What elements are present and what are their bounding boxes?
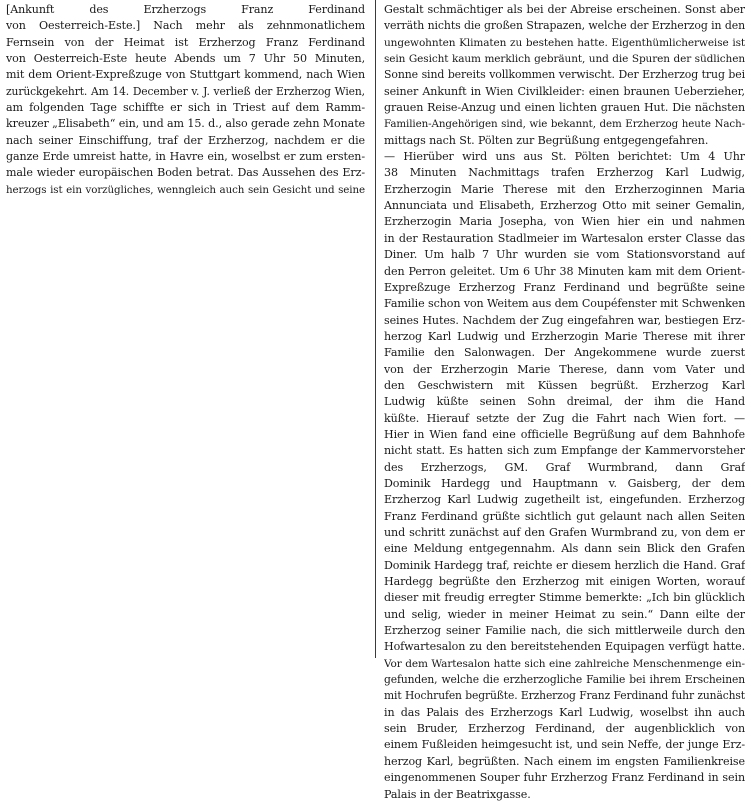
- article-text-line: herzogs ist ein vorzügliches, wenngleich auch sein Gesicht und seine: [6, 183, 365, 196]
- article-text-line: eine Meldung entgegennahm. Als dann sein Blick den Grafen: [384, 542, 745, 556]
- article-text-line: einem Fußleiden heimgesucht ist, und sein Neffe, der junge Erz-: [384, 738, 745, 752]
- article-text-line: Dominik Hardegg und Hauptmann v. Gaisberg, der dem: [384, 476, 745, 490]
- article-text-line: von Oesterreich-Este heute Abends um 7 Uhr 50 Minuten,: [6, 52, 365, 66]
- article-text-line: dieser mit freudig erregter Stimme bemerkte: „Ich bin glücklich: [384, 591, 745, 605]
- article-text-line: und schritt zunächst auf den Grafen Wurmbrand zu, von dem er: [384, 526, 745, 539]
- article-text-line: von der Erzherzogin Marie Therese, dann vom Vater und: [384, 362, 745, 376]
- article-text-line: küßte. Hierauf setzte der Zug die Fahrt nach Wien fort. —: [384, 411, 745, 425]
- article-text-line: von Oesterreich-Este.] Nach mehr als zehnmonatlichem: [6, 19, 365, 33]
- article-text-line: Diner. Um halb 7 Uhr wurden sie vom Stationsvorstand auf: [384, 248, 745, 262]
- article-text-line: mit Hochrufen begrüßte. Erzherzog Franz Ferdinand fuhr zunächst: [384, 689, 745, 703]
- article-text-line: herzog Karl, begrüßten. Nach einem im engsten Familienkreise: [384, 754, 745, 768]
- article-text-line: [Ankunft des Erzherzogs Franz Ferdinand: [6, 3, 365, 16]
- article-text-line: Sonne sind bereits vollkommen verwischt. Der Erzherzog trug bei: [384, 68, 745, 82]
- article-text-line: Hardegg begrüßte den Erzherzog mit einigen Worten, worauf: [384, 575, 745, 589]
- article-text-line: in der Restauration Stadlmeier im Wartesalon erster Classe das: [384, 231, 745, 245]
- article-text-line: ungewohnten Klimaten zu bestehen hatte. Eigenthümlicherweise ist: [384, 36, 745, 49]
- article-text-line: Fernsein von der Heimat ist Erzherzog Franz Ferdinand: [6, 35, 365, 49]
- article-text-line: am folgenden Tage schiffte er sich in Triest auf dem Ramm-: [6, 101, 365, 115]
- article-text-line: Hofwartesalon zu den bereitstehenden Equipagen verfügt hatte.: [384, 640, 745, 654]
- article-text-line: gefunden, welche die erzherzogliche Familie bei ihrem Erscheinen: [384, 673, 745, 687]
- article-text-line: verräth nichts die großen Strapazen, welche der Erzherzog in den: [384, 19, 745, 33]
- article-text-line: zurückgekehrt. Am 14. December v. J. verließ der Erzherzog Wien,: [6, 84, 365, 98]
- article-text-line: des Erzherzogs, GM. Graf Wurmbrand, dann Graf: [384, 460, 745, 474]
- article-text-line: grauen Reise-Anzug und einen lichten grauen Hut. Die nächsten: [384, 101, 745, 115]
- article-text-line: Gestalt schmächtiger als bei der Abreise erscheinen. Sonst aber: [384, 3, 745, 16]
- article-text-line: seines Hutes. Nachdem der Zug eingefahren war, bestiegen Erz-: [384, 313, 745, 327]
- article-text-line: Familie schon von Weitem aus dem Coupéfenster mit Schwenken: [384, 297, 745, 311]
- article-text-line: Erzherzogin Maria Josepha, von Wien hier ein und nahmen: [384, 215, 745, 229]
- article-text-line: nach seiner Einschiffung, traf der Erzherzog, nachdem er die: [6, 133, 365, 147]
- article-text-line: kreuzer „Elisabeth“ ein, und am 15. d., also gerade zehn Monate: [6, 117, 365, 131]
- article-text-line: Palais in der Beatrixgasse.: [384, 787, 531, 801]
- article-text-line: eingenommenen Souper fuhr Erzherzog Franz Ferdinand in sein: [384, 771, 745, 785]
- article-text-line: 38 Minuten Nachmittags trafen Erzherzog Karl Ludwig,: [384, 166, 745, 180]
- article-text-line: Dominik Hardegg traf, reichte er diesem herzlich die Hand. Graf: [384, 558, 745, 572]
- article-text-line: und selig, wieder in meiner Heimat zu sein.“ Dann eilte der: [384, 607, 745, 621]
- article-text-line: mit dem Orient-Expreßzuge von Stuttgart kommend, nach Wien: [6, 68, 365, 82]
- article-text-line: mittags nach St. Pölten zur Begrüßung entgegengefahren.: [384, 133, 709, 147]
- article-text-line: Erzherzog seiner Familie nach, die sich mittlerweile durch den: [384, 624, 745, 638]
- article-text-line: den Perron geleitet. Um 6 Uhr 38 Minuten kam mit dem Orient-: [384, 264, 745, 278]
- article-text-line: herzog Karl Ludwig und Erzherzogin Marie Therese mit ihrer: [384, 329, 745, 343]
- article-text-line: sein Bruder, Erzherzog Ferdinand, der augenblicklich von: [384, 722, 745, 736]
- article-text-line: Expreßzuge Erzherzog Franz Ferdinand und begrüßte seine: [384, 280, 745, 294]
- article-text-line: Vor dem Wartesalon hatte sich eine zahlreiche Menschenmenge ein-: [384, 657, 745, 670]
- article-text-line: ganze Erde umreist hatte, in Havre ein, woselbst er zum ersten-: [6, 150, 365, 164]
- article-text-line: seiner Ankunft in Wien Civilkleider: einen braunen Ueberzieher,: [384, 84, 745, 98]
- article-text-line: Familien-Angehörigen sind, wie bekannt, dem Erzherzog heute Nach-: [384, 118, 745, 131]
- article-text-line: sein Gesicht kaum merklich gebräunt, und die Spuren der südlichen: [384, 53, 745, 66]
- article-text-line: in das Palais des Erzherzogs Karl Ludwig, woselbst ihn auch: [384, 705, 745, 719]
- article-text-line: Annunciata und Elisabeth, Erzherzog Otto mit seiner Gemalin,: [384, 199, 745, 213]
- article-text-line: Erzherzog Karl Ludwig zugetheilt ist, eingefunden. Erzherzog: [384, 493, 745, 507]
- article-text-line: Franz Ferdinand grüßte sichtlich gut gelaunt nach allen Seiten: [384, 509, 745, 523]
- article-text-line: nicht statt. Es hatten sich zum Empfange der Kammervorsteher: [384, 444, 745, 458]
- article-column-right: [376, 0, 751, 801]
- article-text-line: Familie den Salonwagen. Der Angekommene wurde zuerst: [384, 346, 745, 360]
- article-text-line: den Geschwistern mit Küssen begrüßt. Erzherzog Karl: [384, 378, 745, 392]
- article-text-line: Erzherzogin Marie Therese mit den Erzherzoginnen Maria: [384, 182, 745, 196]
- article-text-line: Ludwig küßte seinen Sohn dreimal, der ihm die Hand: [384, 395, 745, 409]
- article-text-line: Hier in Wien fand eine officielle Begrüßung auf dem Bahnhofe: [384, 427, 745, 441]
- article-text-line: male wieder europäischen Boden betrat. Das Aussehen des Erz-: [6, 166, 365, 180]
- article-column-left: [0, 0, 375, 658]
- article-text-line: — Hierüber wird uns aus St. Pölten berichtet: Um 4 Uhr: [384, 150, 745, 164]
